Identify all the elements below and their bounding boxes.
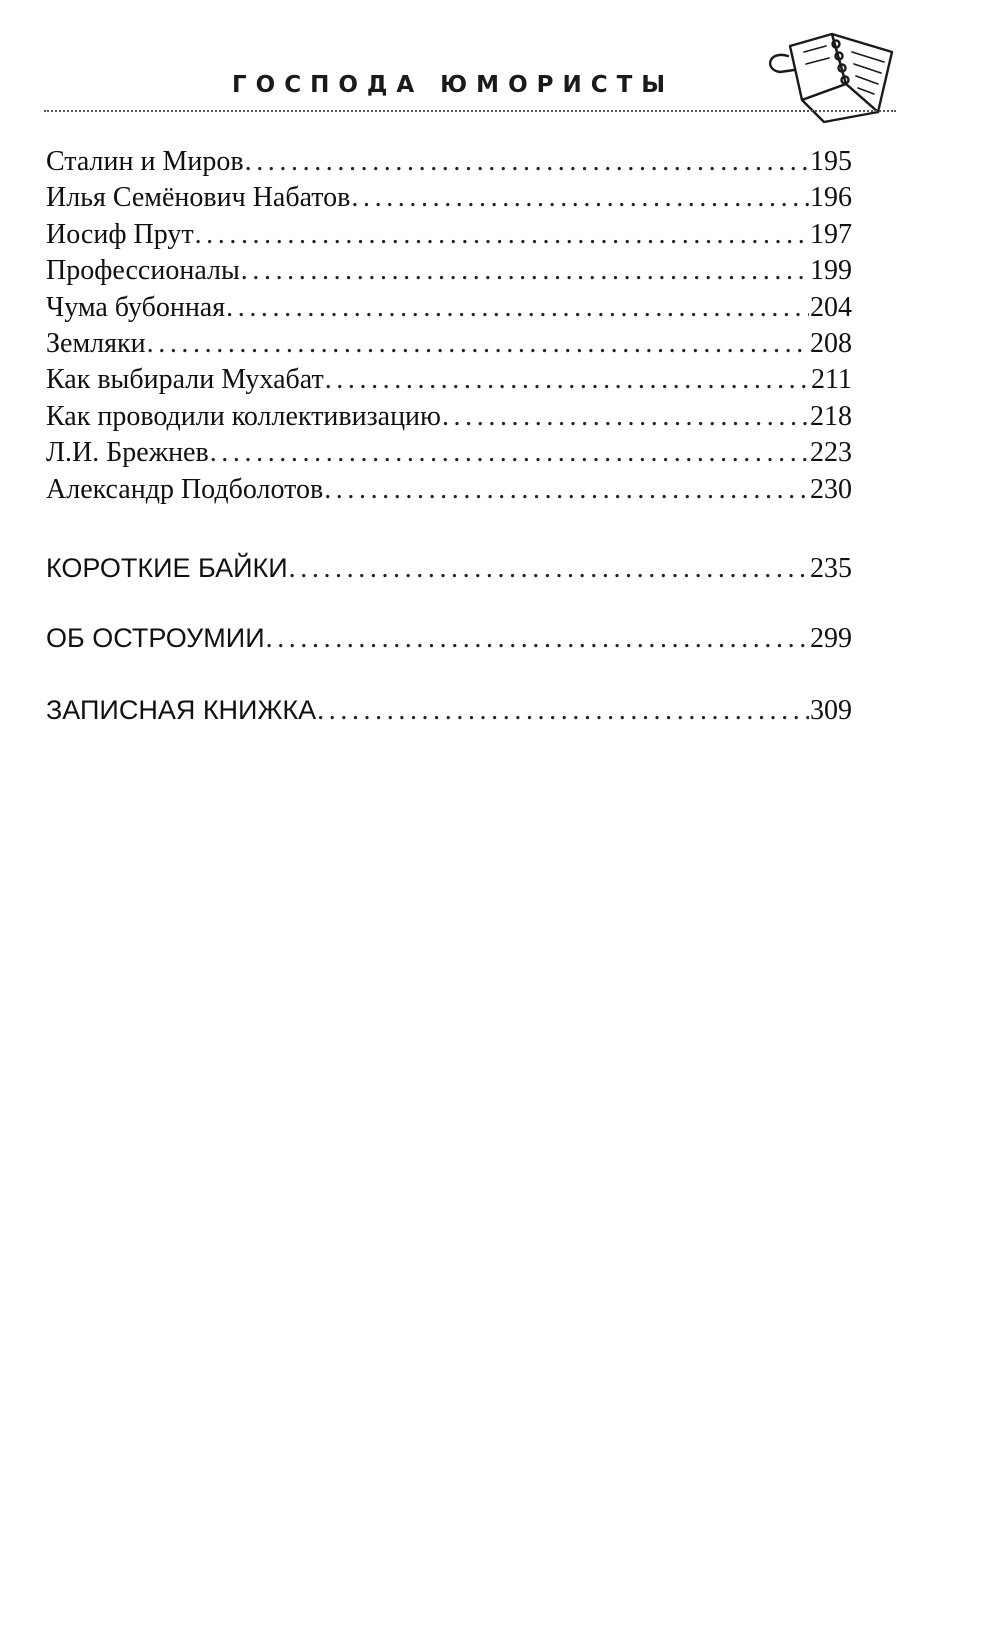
toc-section xyxy=(46,550,852,587)
toc-entry-page: 211 xyxy=(811,364,852,396)
toc-entry-title: Иосиф Прут xyxy=(46,218,194,250)
dot-leader xyxy=(266,621,809,657)
toc-entry-title: Л.И. Брежнев xyxy=(46,437,209,469)
toc-entry-title: Как проводили коллективизацию xyxy=(46,400,441,432)
dot-leader xyxy=(442,399,809,435)
toc-entry xyxy=(46,253,852,289)
toc-entry-title: Профессионалы xyxy=(46,255,240,287)
toc-entry xyxy=(46,290,852,326)
dot-leader xyxy=(245,144,809,180)
dot-leader xyxy=(289,551,809,587)
dot-leader xyxy=(210,435,809,471)
dot-leader xyxy=(317,693,809,729)
toc-entry-page: 204 xyxy=(810,291,852,323)
toc-entry xyxy=(46,180,852,216)
toc-entry xyxy=(46,399,852,435)
toc-entry-page: 195 xyxy=(810,146,852,177)
toc-entry-title: Сталин и Миров xyxy=(46,146,244,177)
toc-entry-page: 196 xyxy=(810,182,852,214)
toc-section-page: 309 xyxy=(810,695,852,726)
toc-entry-page: 223 xyxy=(810,437,852,469)
toc-section-title: КОРОТКИЕ БАЙКИ xyxy=(46,553,288,583)
toc-entry-title: Александр Подболотов xyxy=(46,473,324,505)
toc-entry xyxy=(46,362,852,398)
dot-leader xyxy=(147,326,809,362)
toc-entry-title: Чума бубонная xyxy=(46,291,226,323)
toc-section-page: 299 xyxy=(810,623,852,654)
toc-entry xyxy=(46,217,852,253)
toc-entry-page: 208 xyxy=(810,327,852,359)
toc-section-title: ОБ ОСТРОУМИИ xyxy=(46,623,265,653)
toc-section-page: 235 xyxy=(810,553,852,584)
table-of-contents xyxy=(46,144,852,508)
toc-section-title: ЗАПИСНАЯ КНИЖКА xyxy=(46,695,317,725)
toc-entry-page: 199 xyxy=(810,255,852,287)
toc-entry xyxy=(46,435,852,471)
dot-leader xyxy=(241,253,809,289)
toc-entry-page: 218 xyxy=(810,400,852,432)
dot-leader xyxy=(324,472,809,508)
toc-section xyxy=(46,692,852,729)
toc-entry-title: Как выбирали Мухабат xyxy=(46,364,324,396)
dot-leader xyxy=(325,362,810,398)
toc-entry xyxy=(46,326,852,362)
toc-section xyxy=(46,620,852,657)
header-divider xyxy=(44,110,896,112)
toc-entry xyxy=(46,472,852,508)
running-header: ГОСПОДА ЮМОРИСТЫ xyxy=(232,72,675,98)
dot-leader xyxy=(195,217,809,253)
toc-entry-page: 197 xyxy=(810,218,852,250)
toc-entry-page: 230 xyxy=(810,473,852,505)
toc-entry-title: Илья Семёнович Набатов xyxy=(46,182,351,214)
toc-entry xyxy=(46,144,852,180)
toc-entry-title: Земляки xyxy=(46,327,146,359)
dot-leader xyxy=(226,290,809,326)
dot-leader xyxy=(351,180,809,216)
